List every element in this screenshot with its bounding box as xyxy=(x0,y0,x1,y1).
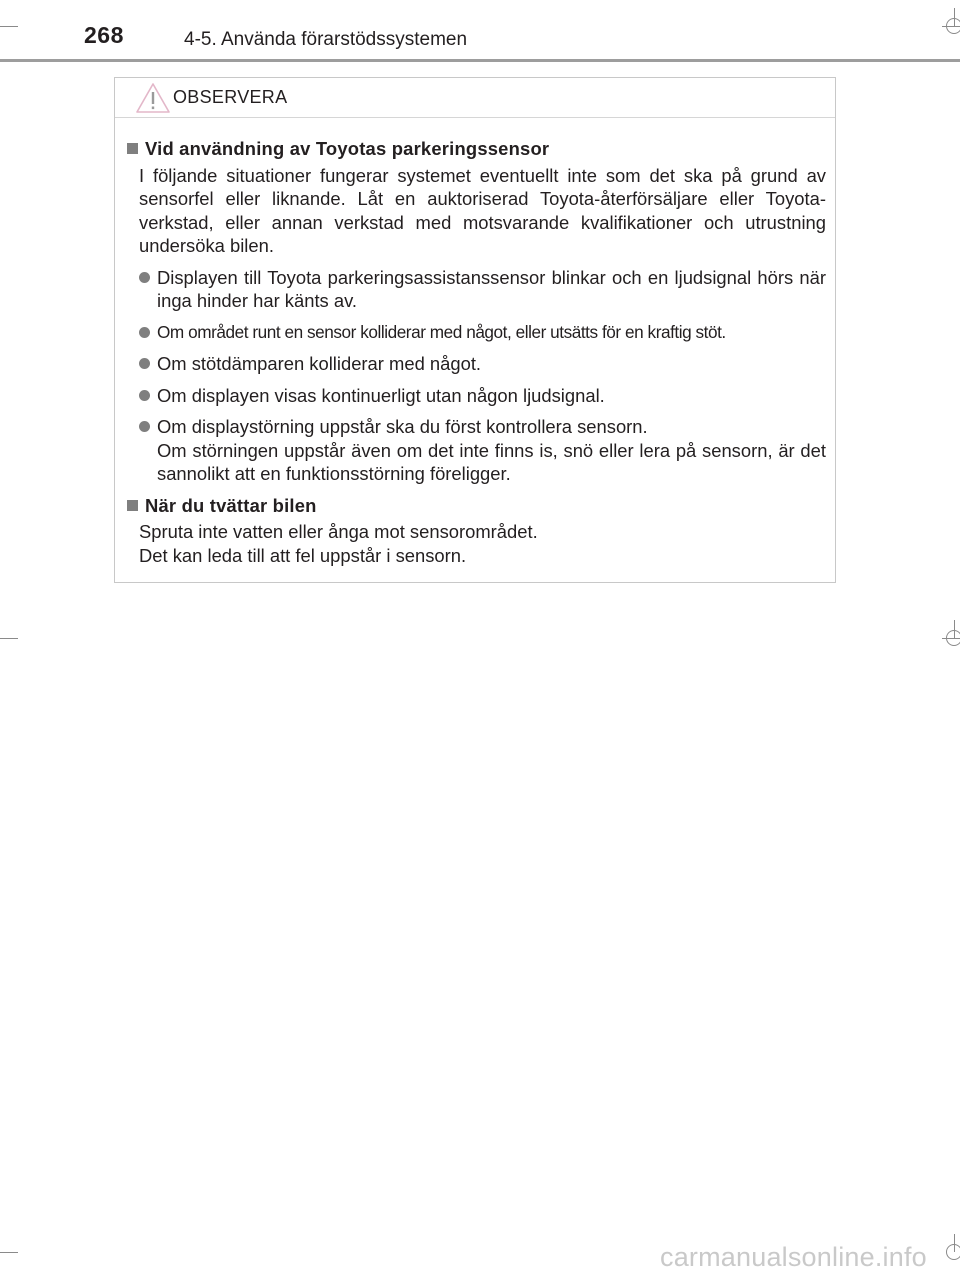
page-header xyxy=(0,0,960,62)
list-item xyxy=(139,352,826,376)
crop-mark-circle xyxy=(946,1244,960,1260)
list-item xyxy=(139,266,826,313)
list-item-text: Displayen till Toyota parkeringsassistanssensor blinkar och en ljudsignal hörs när inga hinder har känts av. xyxy=(157,266,826,311)
square-icon xyxy=(127,143,138,154)
warning-triangle-icon xyxy=(135,82,171,114)
section-heading-text: Vid användning av Toyotas parkeringssensor xyxy=(145,138,550,159)
list-item-text: Om displaystörning uppstår ska du först kontrollera sensorn. xyxy=(157,416,648,437)
caution-box xyxy=(114,77,836,583)
caution-header xyxy=(115,78,835,118)
list-item-text: Om stötdämparen kolliderar med något. xyxy=(157,353,482,374)
section-paragraph: I följande situationer fungerar systemet eventuellt inte som det ska på grund av sensorfel eller liknande. Låt en auktoriserad Toyota-återförsäljare eller Toyota-verkstad, eller annan verkstad med motsvarande kvalifikationer och utrustning undersöka bilen. xyxy=(139,164,826,256)
list-item xyxy=(139,321,826,345)
crop-mark xyxy=(954,1234,955,1252)
list-item-body xyxy=(157,415,826,486)
section-line: Spruta inte vatten eller ånga mot sensorområdet. xyxy=(139,521,538,542)
page-number: 268 xyxy=(84,22,124,48)
list-item xyxy=(139,384,826,408)
header-rule xyxy=(0,59,960,62)
list-item-text: Om displayen visas kontinuerligt utan någon ljudsignal. xyxy=(157,384,605,406)
bullet-dot-icon xyxy=(139,358,150,369)
crop-mark xyxy=(954,620,955,638)
bullet-dot-icon xyxy=(139,327,150,338)
list-item-text: Om området runt en sensor kolliderar med något, eller utsätts för en kraftig stöt. xyxy=(157,321,726,342)
section-heading xyxy=(127,494,826,518)
section-line: Det kan leda till att fel uppstår i sensorn. xyxy=(139,544,467,566)
section-title: 4-5. Använda förarstödssystemen xyxy=(184,29,468,50)
bullet-dot-icon xyxy=(139,390,150,401)
list-item-continuation: Om störningen uppstår även om det inte finns is, snö eller lera på sensorn, är det sannolikt att en funktionsstörning föreligger. xyxy=(157,439,826,484)
list-item xyxy=(139,415,826,486)
caution-body xyxy=(115,118,835,567)
watermark: carmanualsonline.info xyxy=(660,1242,927,1272)
crop-mark xyxy=(0,638,18,639)
bullet-dot-icon xyxy=(139,421,150,432)
bullet-dot-icon xyxy=(139,272,150,283)
section-heading xyxy=(127,137,826,161)
square-icon xyxy=(127,500,138,511)
section-heading-text: När du tvättar bilen xyxy=(145,494,317,516)
crop-mark xyxy=(0,1252,18,1253)
crop-mark xyxy=(942,638,960,639)
caution-title: OBSERVERA xyxy=(173,87,288,107)
